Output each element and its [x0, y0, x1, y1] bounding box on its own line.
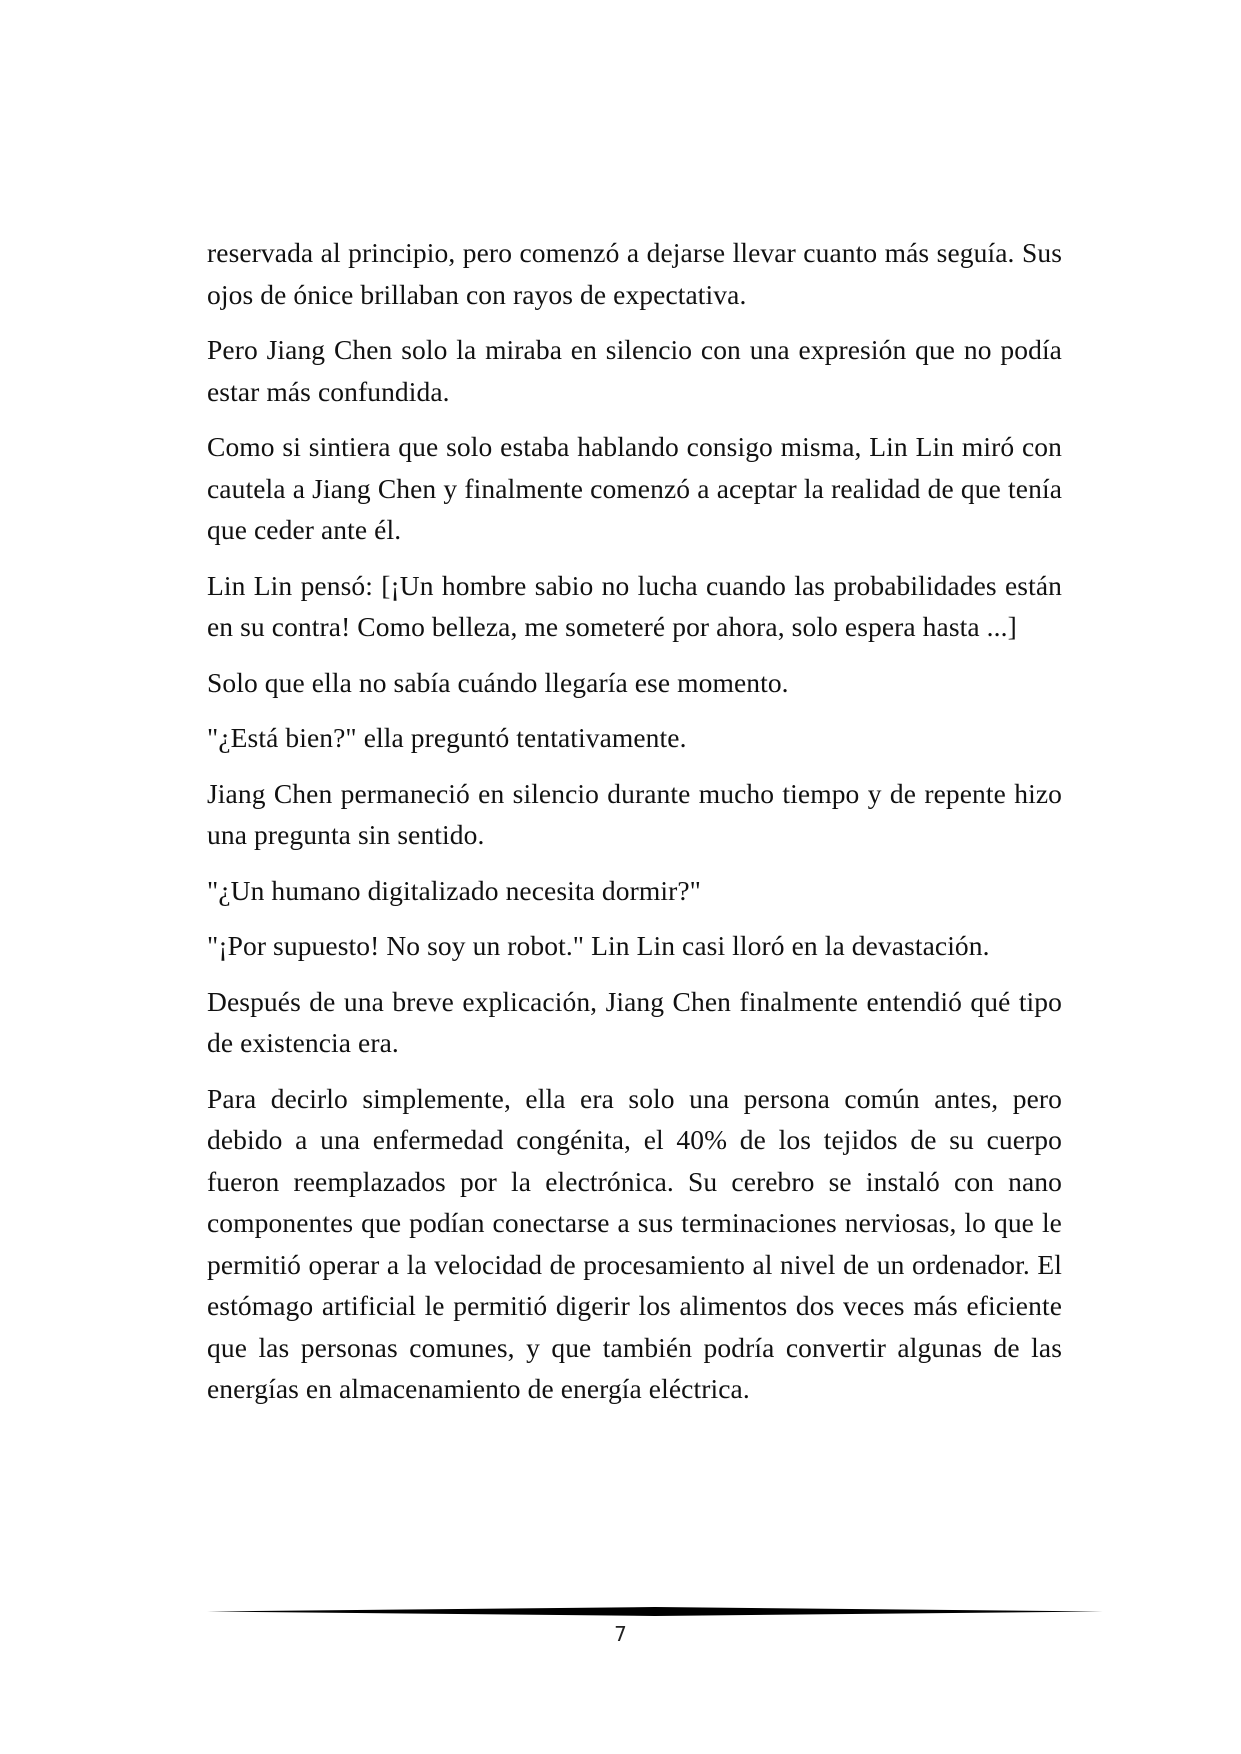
paragraph: Jiang Chen permaneció en silencio durante mucho tiempo y de repente hizo una pregunta sin sentido. [207, 777, 1062, 850]
body-text [207, 232, 1062, 1424]
paragraph: "¡Por supuesto! No soy un robot." Lin Lin casi lloró en la devastación. [207, 930, 990, 961]
footer-divider [207, 1605, 1103, 1619]
paragraph: Lin Lin pensó: [¡Un hombre sabio no lucha cuando las probabilidades están en su contra! Como belleza, me someteré por ahora, solo espera hasta ...] [207, 569, 1062, 642]
paragraph: Después de una breve explicación, Jiang Chen finalmente entendió qué tipo de existencia era. [207, 985, 1062, 1058]
page-number: 7 [614, 1622, 627, 1646]
paragraph: "¿Un humano digitalizado necesita dormir?" [207, 874, 701, 906]
paragraph: Pero Jiang Chen solo la miraba en silencio con una expresión que no podía estar más confundida. [207, 334, 1062, 407]
paragraph: "¿Está bien?" ella preguntó tentativamente. [207, 722, 687, 753]
paragraph: Solo que ella no sabía cuándo llegaría ese momento. [207, 666, 789, 698]
paragraph: Como si sintiera que solo estaba hablando consigo misma, Lin Lin miró con cautela a Jiang Chen y finalmente comenzó a aceptar la realidad de que tenía que ceder ante él. [207, 431, 1062, 545]
paragraph: Para decirlo simplemente, ella era solo una persona común antes, pero debido a una enfermedad congénita, el 40% de los tejidos de su cuerpo fueron reemplazados por la electrónica. Su cerebro se instaló con nano componentes que podían conectarse a sus terminaciones nerviosas, lo que le permitió operar a la velocidad de procesamiento al nivel de un ordenador. El estómago artificial le permitió digerir los alimentos dos veces más eficiente que las personas comunes, y que también podría convertir algunas de las energías en almacenamiento de energía eléctrica. [207, 1082, 1062, 1404]
paragraph: reservada al principio, pero comenzó a dejarse llevar cuanto más seguía. Sus ojos de ónice brillaban con rayos de expectativa. [207, 237, 1062, 310]
